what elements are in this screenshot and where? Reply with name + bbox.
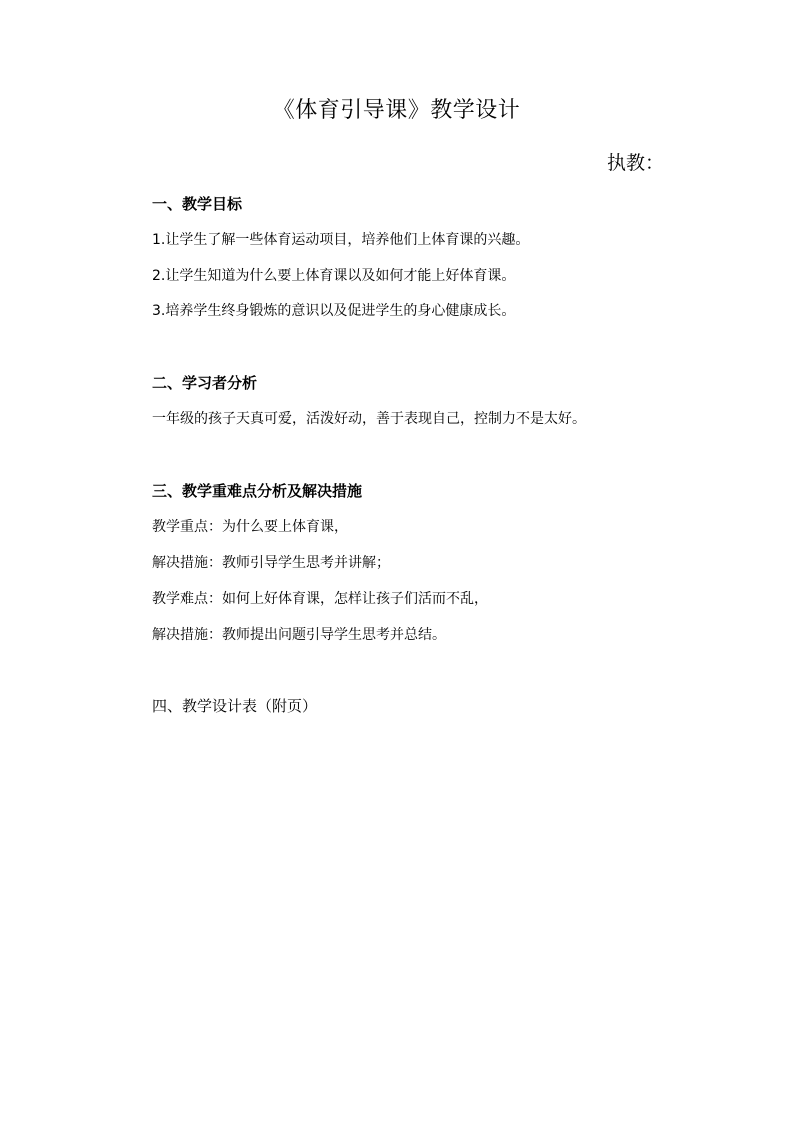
section-heading-goals: 一、教学目标 [152, 195, 243, 213]
key-point-line-2: 解决措施：教师引导学生思考并讲解； [152, 555, 390, 571]
key-point-line-1: 教学重点：为什么要上体育课， [152, 519, 348, 535]
section-heading-learners: 二、学习者分析 [152, 374, 258, 392]
key-point-line-3: 教学难点：如何上好体育课，怎样让孩子们活而不乱， [152, 591, 488, 607]
document-title: 《体育引导课》教学设计 [272, 98, 521, 123]
goal-item-2: 2.让学生知道为什么要上体育课以及如何才能上好体育课。 [152, 268, 516, 284]
goal-item-1: 1.让学生了解一些体育运动项目，培养他们上体育课的兴趣。 [152, 232, 530, 248]
learner-analysis-text: 一年级的孩子天真可爱，活泼好动，善于表现自己，控制力不是太好。 [152, 411, 586, 427]
section-heading-design-table: 四、教学设计表（附页） [152, 697, 318, 715]
goal-item-3: 3.培养学生终身锻炼的意识以及促进学生的身心健康成长。 [152, 303, 516, 319]
section-heading-key-points: 三、教学重难点分析及解决措施 [152, 482, 363, 500]
key-point-line-4: 解决措施：教师提出问题引导学生思考并总结。 [152, 627, 446, 643]
teacher-label: 执教： [606, 152, 664, 174]
